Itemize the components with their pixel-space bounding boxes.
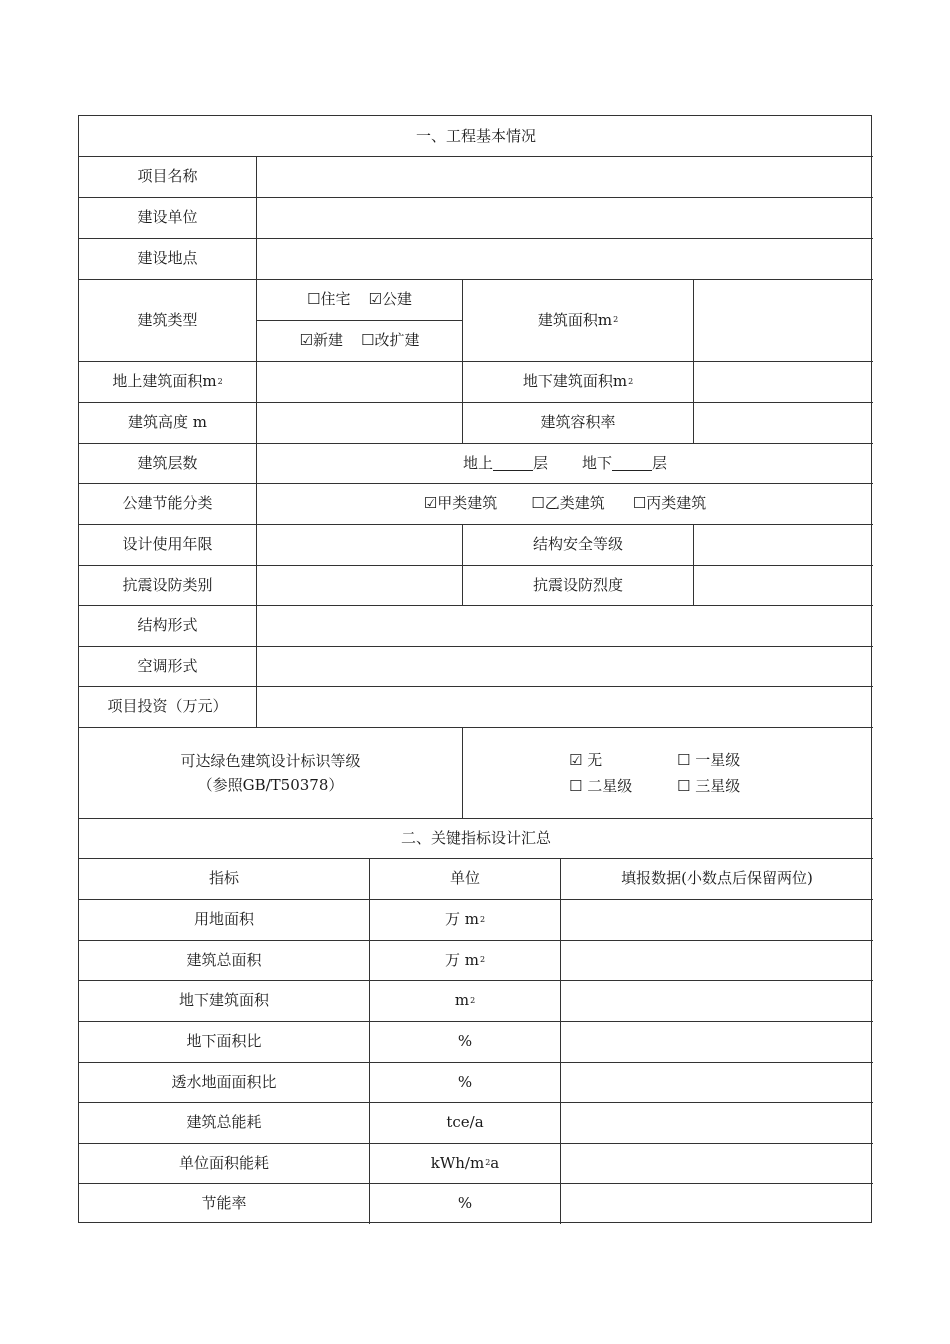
label-line: （参照GB/T50378） [197,775,344,794]
unit-text: 万 m [444,910,479,928]
col-header-data: 填报数据(小数点后保留两位) [621,869,813,887]
builder-label: 建设单位 [137,208,198,226]
option-label: 改扩建 [374,331,420,349]
unit-text: m [454,991,470,1009]
green-two-star-option[interactable] [569,775,677,797]
project-name-field[interactable] [257,156,873,197]
above-floors-blank[interactable] [493,456,533,471]
unit-text: % [457,1193,473,1212]
data-field[interactable] [561,1143,873,1183]
renovation-option[interactable] [361,333,419,348]
seismic-category-label: 抗震设防类别 [122,575,213,594]
unit-suffix: a [490,1153,500,1172]
section-title: 一、工程基本情况 [415,126,536,145]
option-label: 公建 [381,290,412,308]
label-text: 地下建筑面积 [522,372,613,390]
indicator-label: 地下面积比 [186,1032,262,1050]
unit-cell [370,899,560,940]
energy-class-label: 公建节能分类 [122,494,213,512]
data-field[interactable] [561,1021,873,1062]
green-level-label [79,727,462,818]
indicator-label: 节能率 [201,1193,247,1212]
indicator-label: 建筑总面积 [186,950,262,969]
class-b-option[interactable] [531,496,604,511]
col-header-indicator: 指标 [208,869,239,887]
unit-text: m [612,372,628,390]
unit-text: m [597,310,613,329]
unit-cell [370,1062,560,1102]
far-field[interactable] [694,402,873,443]
new-build-option[interactable] [300,333,343,348]
label-text: 地上建筑面积 [112,372,203,390]
indicator-label: 地下建筑面积 [178,991,269,1009]
investment-field[interactable] [257,686,873,727]
checkbox-unchecked-icon[interactable]: ☐ [569,776,583,795]
superscript: 2 [479,955,486,964]
floor-area-field[interactable] [694,279,873,361]
location-field[interactable] [257,238,873,279]
seismic-intensity-label: 抗震设防烈度 [532,575,623,594]
option-label: 甲类建筑 [437,494,498,512]
hvac-label: 空调形式 [137,656,198,675]
below-text: 地下 [582,453,613,472]
option-label: 二星级 [587,776,633,795]
far-label: 建筑容积率 [540,413,616,431]
superscript: 2 [613,315,619,324]
location-label: 建设地点 [137,249,198,267]
unit-text: 万 m [444,950,479,969]
structure-label: 结构形式 [137,616,198,634]
data-field[interactable] [561,1102,873,1143]
unit-text: 层 [532,453,548,472]
below-floors-blank[interactable] [612,456,652,471]
unit-text: % [457,1032,473,1050]
section-title: 二、关键指标设计汇总 [400,828,551,847]
unit-cell [370,940,560,980]
residential-option[interactable] [307,292,350,307]
height-field[interactable] [257,402,462,443]
data-field[interactable] [561,1062,873,1102]
unit-cell [370,980,560,1021]
checkbox-unchecked-icon[interactable]: ☐ [361,331,375,349]
superscript: 2 [485,1158,491,1167]
unit-cell [370,1183,560,1223]
option-label: 三星级 [695,776,741,795]
data-field[interactable] [561,1183,873,1223]
checkbox-unchecked-icon[interactable]: ☐ [632,494,647,512]
floor-area-label [463,279,693,361]
energy-class-options [257,483,873,524]
green-level-options [463,727,873,818]
data-field[interactable] [561,940,873,980]
unit-text: tce/a [446,1113,484,1131]
checkbox-unchecked-icon[interactable]: ☐ [677,750,691,769]
public-option[interactable] [369,292,412,307]
class-a-option[interactable] [424,496,497,511]
building-type-options [257,279,462,320]
unit-text: 层 [652,453,668,472]
safety-grade-field[interactable] [694,524,873,565]
option-label: 住宅 [320,290,351,308]
height-label: 建筑高度 m [128,413,207,431]
builder-field[interactable] [257,197,873,238]
checkbox-checked-icon[interactable]: ☑ [569,750,583,769]
unit-text: % [457,1072,473,1091]
checkbox-checked-icon[interactable]: ☑ [423,494,438,512]
structure-field[interactable] [257,605,873,646]
project-name-label: 项目名称 [137,167,198,185]
unit-cell [370,1143,560,1183]
option-label: 乙类建筑 [544,494,605,512]
below-ground-area-field[interactable] [694,361,873,402]
construction-nature-options [257,320,462,361]
indicator-label: 用地面积 [193,910,254,928]
safety-grade-label: 结构安全等级 [532,535,623,553]
seismic-intensity-field[interactable] [694,565,873,605]
checkbox-unchecked-icon[interactable]: ☐ [307,290,321,308]
hvac-field[interactable] [257,646,873,686]
class-c-option[interactable] [633,496,706,511]
building-type-label: 建筑类型 [137,310,198,329]
floors-fields [257,443,873,483]
data-field[interactable] [561,980,873,1021]
indicator-label: 建筑总能耗 [186,1113,262,1131]
data-field[interactable] [561,899,873,940]
option-label: 一星级 [695,750,741,769]
checkbox-checked-icon[interactable]: ☑ [299,331,313,349]
option-label: 丙类建筑 [646,494,707,512]
seismic-category-field[interactable] [257,565,462,605]
label-line: 可达绿色建筑设计标识等级 [180,751,361,770]
option-label: 无 [587,750,603,769]
superscript: 2 [628,376,634,386]
below-ground-area-label [463,361,693,402]
design-life-field[interactable] [257,524,462,565]
checkbox-unchecked-icon[interactable]: ☐ [531,494,545,512]
unit-text: m [202,372,217,390]
indicator-label: 单位面积能耗 [178,1153,269,1172]
green-three-star-option[interactable] [677,775,767,797]
design-life-label: 设计使用年限 [122,535,213,553]
superscript: 2 [470,995,476,1005]
project-info-form [78,115,872,1223]
checkbox-checked-icon[interactable]: ☑ [368,290,382,308]
above-ground-area-label [79,361,256,402]
above-text: 地上 [462,453,493,472]
green-one-star-option[interactable] [677,749,767,771]
indicator-label: 透水地面面积比 [171,1072,277,1091]
unit-cell [370,1021,560,1062]
green-none-option[interactable] [569,749,677,771]
superscript: 2 [479,914,486,924]
option-label: 新建 [312,331,343,349]
checkbox-unchecked-icon[interactable]: ☐ [677,776,691,795]
floors-label: 建筑层数 [137,453,198,472]
col-header-unit: 单位 [449,869,480,887]
label-text: 建筑面积 [537,310,598,329]
investment-label: 项目投资（万元） [107,697,228,715]
superscript: 2 [217,376,223,386]
unit-text: kWh/m [430,1153,485,1172]
above-ground-area-field[interactable] [257,361,462,402]
unit-cell [370,1102,560,1143]
